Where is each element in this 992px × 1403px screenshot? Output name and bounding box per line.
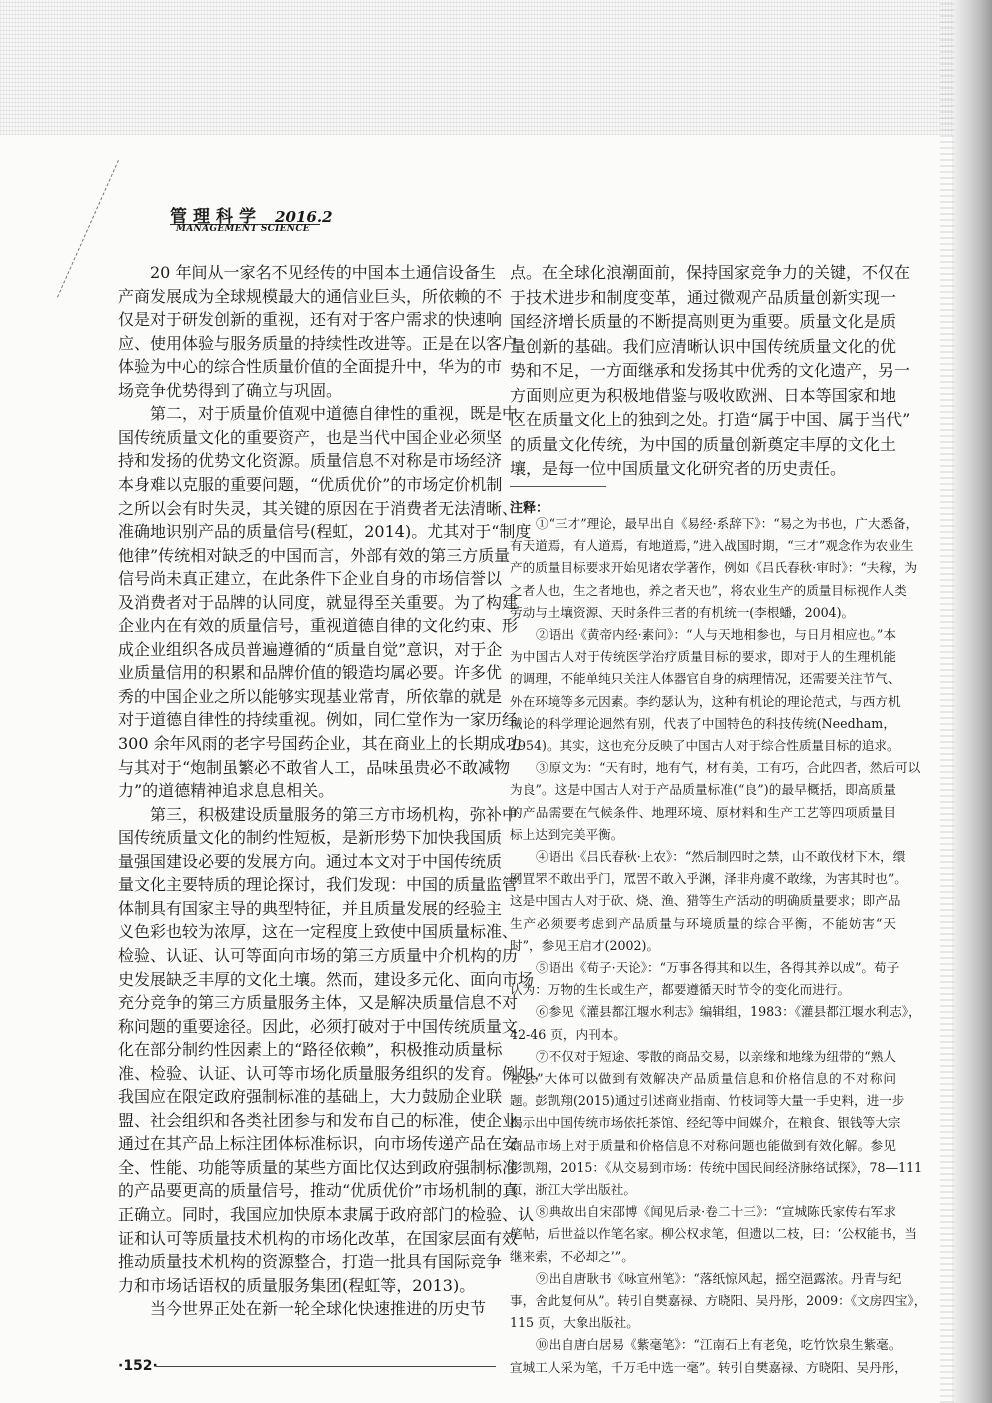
notes-heading: 注释：	[510, 501, 550, 516]
note-line: 社会”大体可以做到有效解决产品质量信息和价格信息的不对称问	[510, 1071, 896, 1086]
text-line: 化在部分制约性因素上的“路径依赖”，积极推动质量标	[118, 1040, 503, 1060]
note-line: 标上达到完美平衡。	[510, 826, 624, 842]
text-line: 与其对于“炮制虽繁必不敢省人工，品味虽贵必不敢减物	[118, 757, 511, 777]
text-line: 势和不足，一方面继承和发扬其中优秀的文化遗产，另一	[510, 361, 911, 380]
text-line: 应、使用体验与服务质量的持续性改进等。正是在以客户	[118, 333, 519, 353]
note-line: ⑤语出《荀子·天论》：“万事各得其和以生，各得其养以成”。荀子	[536, 960, 900, 975]
journal-title-en: MANAGEMENT SCIENCE	[176, 224, 310, 234]
text-line: 充分竞争的第三方质量服务主体，又是解决质量信息不对	[118, 993, 519, 1013]
decorative-slash	[57, 160, 120, 298]
text-line: 的产品要更高的质量信号，推动“优质优价”市场机制的真	[118, 1181, 519, 1201]
text-line: 通过在其产品上标注团体标准标识，向市场传递产品在安	[118, 1134, 519, 1154]
text-line: 准确地识别产品的质量信号(程虹，2014)。尤其对于“制度	[118, 522, 532, 542]
note-line: 事，舍此复何从”。转引自樊嘉禄、方晓阳、吴丹彤，2009：《文房四宝》，	[510, 1293, 927, 1308]
text-line: 检验、认证、认可等面向市场的第三方质量中介机构的历	[118, 945, 519, 965]
text-line: 300 余年风雨的老字号国药企业，其在商业上的长期成功	[118, 734, 522, 753]
text-line: 义色彩也较为浓厚，这在一定程度上致使中国质量标准、	[118, 922, 519, 942]
scan-texture-right	[940, 0, 954, 1403]
note-line: 生产必须要考虑到产品质量与环境质量的综合平衡，不能妨害“天	[510, 915, 896, 931]
note-line: 笔帖，后世益以作笔名家。柳公权求笔，但遗以二枝，曰：‘公权能书，当	[510, 1226, 918, 1242]
text-line: 业质量信用的积累和品牌价值的锻造均属必要。许多优	[118, 663, 503, 683]
text-line: 信号尚未真正建立，在此条件下企业自身的市场信誉以	[118, 569, 503, 589]
text-line: 成企业组织各成员普遍遵循的“质量自觉”意识，对于企	[118, 639, 503, 659]
text-line: 于技术进步和制度变革，通过微观产品质量创新实现一	[510, 287, 896, 307]
text-line: 场竞争优势得到了确立与巩固。	[118, 380, 343, 400]
text-line: 体制具有国家主导的典型特征，并且质量发展的经验主	[118, 898, 503, 918]
text-line: 准、检验、认证、认可等市场化质量服务组织的发育。例如，	[118, 1063, 551, 1083]
text-line: 第三，积极建设质量服务的第三方市场机构，弥补中	[150, 804, 519, 824]
text-line: 及消费者对于品牌的认同度，就显得至关重要。为了构建	[118, 592, 519, 612]
text-line: 点。在全球化浪潮面前，保持国家竞争力的关键，不仅在	[510, 263, 911, 282]
note-line: 揭示出中国传统市场依托茶馆、经纪等中间媒介，在粮食、银钱等大宗	[510, 1115, 901, 1131]
text-line: 第二，对于质量价值观中道德自律性的重视，既是中	[150, 404, 519, 424]
note-line: ①“三才”理论，最早出自《易经·系辞下》：“易之为书也，广大悉备，	[536, 516, 919, 531]
scan-border-right	[952, 0, 992, 1403]
text-line: 力和市场话语权的质量服务集团(程虹等，2013)。	[118, 1275, 476, 1295]
text-line: 正确立。同时，我国应加快原本隶属于政府部门的检验、认	[118, 1205, 535, 1224]
text-line: 盟、社会组织和各类社团参与和发布自己的标准，使企业	[118, 1110, 519, 1130]
text-line: 他律”传统相对缺乏的中国而言，外部有效的第三方质量	[118, 545, 511, 565]
note-line: 宣城工人采为笔，千万毛中选一毫”。转引自樊嘉禄、方晓阳、吴丹彤，	[510, 1359, 907, 1375]
text-line: 力”的道德精神追求息息相关。	[118, 781, 335, 801]
note-line: 这是中国古人对于砍、烧、渔、猎等生产活动的明确质量要求；即产品	[510, 893, 901, 909]
note-line: 商品市场上对于质量和价格信息不对称问题也能做到有效化解。参见	[510, 1137, 896, 1153]
text-line: 企业内在有效的质量信号，重视道德自律的文化约束、形	[118, 616, 519, 636]
note-line: 为良”。这是中国古人对于产品质量标准(“良”)的最早概括，即高质量	[510, 782, 896, 798]
note-line: 外在环境等多元因素。李约瑟认为，这种有机论的理论范式，与西方机	[510, 693, 901, 709]
note-line: 题。彭凯翔(2015)通过引述商业指南、竹枝词等大量一手史料，进一步	[510, 1093, 905, 1109]
note-line: ②语出《黄帝内经·素问》：“人与天地相参也，与日月相应也。”本	[536, 627, 896, 642]
text-line: 壤，是每一位中国质量文化研究者的历史责任。	[510, 459, 847, 478]
note-line: 之者人也，生之者地也，养之者天也”，将农业生产的质量目标视作人类	[510, 582, 907, 598]
text-line: 量创新的基础。我们应清晰认识中国传统质量文化的优	[510, 336, 896, 356]
note-line: 彭凯翔，2015：《从交易到市场：传统中国民间经济脉络试探》，78—111	[510, 1159, 923, 1175]
note-line: ⑨出自唐耿书《咏宣州笔》：“落纸惊风起，摇空浥露浓。丹青与纪	[536, 1270, 902, 1286]
text-line: 国传统质量文化的重要资产，也是当代中国企业必须坚	[118, 427, 503, 447]
text-line: 区在质量文化上的独到之处。打造“属于中国、属于当代”	[510, 410, 911, 429]
text-line: 之所以会有时失灵，其关键的原因在于消费者无法清晰、	[118, 498, 519, 518]
text-line: 国传统质量文化的制约性短板，是新形势下加快我国质	[118, 828, 503, 848]
note-line: 网罝罘不敢出乎门，罛罟不敢入乎渊，泽非舟虞不敢缘，为害其时也”。	[510, 871, 907, 887]
journal-issue: 2016.2	[275, 208, 333, 226]
note-line: ⑥参见《灌县都江堰水利志》编辑组，1983：《灌县都江堰水利志》，	[536, 1004, 921, 1020]
text-line: 仅是对于研发创新的重视，还有对于客户需求的快速响	[118, 310, 503, 330]
note-line: 1954)。其实，这也充分反映了中国古人对于综合性质量目标的追求。	[510, 738, 900, 753]
text-line: 量文化主要特质的理论探讨，我们发现：中国的质量监管	[118, 875, 519, 895]
text-line: 国经济增长质量的不断提高则更为重要。质量文化是质	[510, 312, 896, 331]
note-line: ⑩出自唐白居易《紫毫笔》：“江南石上有老兔，吃竹饮泉生紫毫。	[536, 1337, 902, 1353]
text-line: 史发展缺乏丰厚的文化土壤。然而，建设多元化、面向市场	[118, 969, 535, 989]
notes-divider	[510, 486, 606, 487]
page-number: ·152·	[118, 1358, 158, 1374]
text-line: 量强国建设必要的发展方向。通过本文对于中国传统质	[118, 851, 503, 871]
note-line: ⑧典故出自宋邵博《闻见后录·卷二十三》：“宣城陈氏家传右军求	[536, 1204, 896, 1220]
note-line: 有天道焉，有人道焉，有地道焉，”进入战国时期，“三才”观念作为农业生	[510, 538, 914, 554]
note-line: 认为：万物的生长或生产，都要遵循天时节令的变化而进行。	[510, 982, 851, 998]
text-line: 秀的中国企业之所以能够实现基业常青，所依靠的就是	[118, 686, 503, 706]
text-line: 产商发展成为全球规模最大的通信业巨头，所依赖的不	[118, 286, 503, 306]
text-line: 称问题的重要途径。因此，必须打破对于中国传统质量文	[118, 1016, 519, 1036]
journal-title: 管理科学	[170, 207, 262, 227]
text-line: 20 年间从一家名不见经传的中国本土通信设备生	[150, 263, 496, 282]
text-line: 我国应在限定政府强制标准的基础上，大力鼓励企业联	[118, 1087, 503, 1107]
text-line: 体验为中心的综合性质量价值的全面提升中，华为的市	[118, 357, 503, 377]
note-line: 115 页，大象出版社。	[510, 1315, 639, 1331]
note-line: ⑦不仅对于短途、零散的商品交易，以亲缘和地缘为纽带的“熟人	[536, 1048, 896, 1064]
running-header	[170, 202, 333, 234]
note-line: 继来索，不必却之’”。	[510, 1248, 634, 1264]
note-line: 为中国古人对于传统医学治疗质量目标的要求，即对于人的生理机能	[510, 649, 896, 665]
note-line: 页，浙江大学出版社。	[510, 1182, 636, 1197]
note-line: 劳动与土壤资源、天时条件三者的有机统一(李根蟠，2004)。	[510, 604, 855, 620]
text-line: 当今世界正处在新一轮全球化快速推进的历史节	[150, 1299, 487, 1319]
note-line: 械论的科学理论迥然有别，代表了中国特色的科技传统(Needham，	[510, 715, 896, 731]
note-line: ③原文为：“天有时，地有气，材有美，工有巧，合此四者，然后可以	[536, 760, 921, 776]
note-line: 的调理，不能单纯只关注人体器官自身的病理情况，还需要关注节气、	[510, 671, 901, 687]
footer-rule	[156, 1366, 496, 1367]
note-line: 的产品需要在气候条件、地理环境、原材料和生产工艺等四项质量目	[510, 804, 896, 820]
text-line: 本身难以克服的重要问题，“优质优价”的市场定价机制	[118, 474, 503, 494]
scan-texture-top	[0, 0, 992, 135]
text-line: 推动质量技术机构的资源整合，打造一批具有国际竞争	[118, 1252, 503, 1272]
text-line: 方面则应更为积极地借鉴与吸收欧洲、日本等国家和地	[510, 385, 896, 405]
text-line: 全、性能、功能等质量的某些方面比仅达到政府强制标准	[118, 1157, 519, 1177]
text-line: 的质量文化传统，为中国的质量创新奠定丰厚的文化土	[510, 434, 896, 454]
note-line: 42-46 页，内刊本。	[510, 1026, 626, 1042]
note-line: 产的质量目标要求开始见诸农学著作，例如《吕氏春秋·审时》：“夫稼，为	[510, 560, 918, 576]
text-line: 证和认可等质量技术机构的市场化改革，在国家层面有效	[118, 1228, 519, 1248]
note-line: ④语出《吕氏春秋·上农》：“然后制四时之禁，山不敢伐材下木，缳	[536, 849, 906, 864]
text-line: 对于道德自律性的持续重视。例如，同仁堂作为一家历经	[118, 710, 519, 730]
note-line: 时”，参见王启才(2002)。	[510, 937, 660, 953]
text-line: 持和发扬的优势文化资源。质量信息不对称是市场经济	[118, 451, 503, 471]
